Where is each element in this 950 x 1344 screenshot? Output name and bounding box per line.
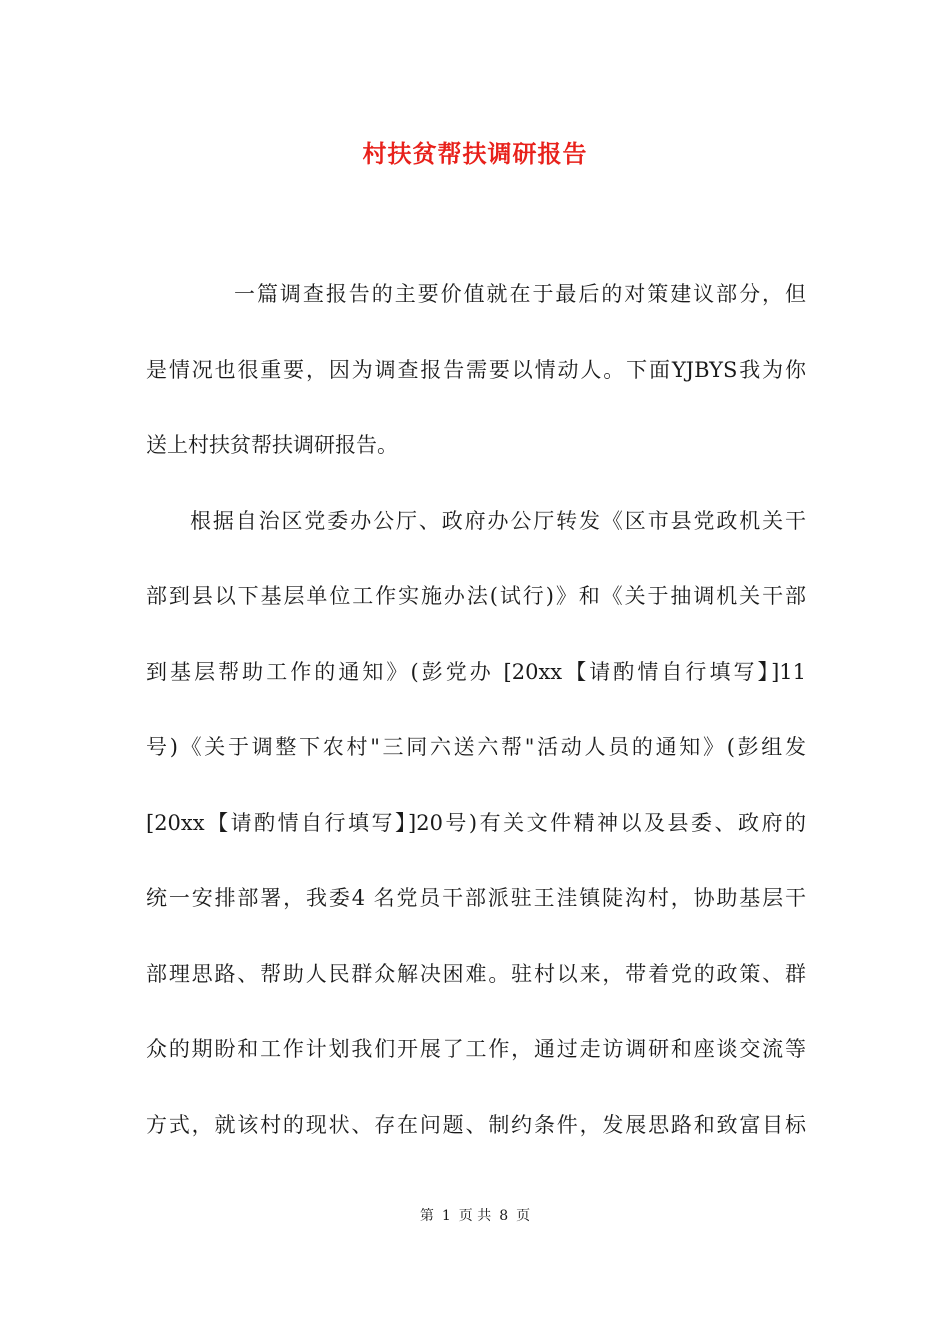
footer-label-suffix: 页 xyxy=(516,1208,531,1224)
body-line: 根据自治区党委办公厅、政府办公厅转发《区市县党政机关干 xyxy=(190,508,806,533)
body-line: 众的期盼和工作计划我们开展了工作，通过走访调研和座谈交流等 xyxy=(146,1037,806,1061)
page-footer xyxy=(0,1206,950,1226)
body-line: 部理思路、帮助人民群众解决困难。驻村以来，带着党的政策、群 xyxy=(146,961,806,986)
footer-label-page: 第 xyxy=(419,1208,434,1224)
body-line: [20xx【请酌情自行填写】]20号)有关文件精神以及县委、政府的 xyxy=(146,810,806,835)
document-title: 村扶贫帮扶调研报告 xyxy=(362,139,588,168)
footer-label-of: 页 共 xyxy=(458,1208,492,1224)
body-line: 部到县以下基层单位工作实施办法(试行)》和《关于抽调机关干部 xyxy=(146,584,806,608)
body-line: 号)《关于调整下农村"三同六送六帮"活动人员的通知》(彭组发 xyxy=(146,735,806,759)
body-line: 是情况也很重要，因为调查报告需要以情动人。下面YJBYS我为你 xyxy=(146,357,806,382)
body-line: 到基层帮助工作的通知》(彭党办 [20xx【请酌情自行填写】]11 xyxy=(146,659,806,684)
body-line: 方式，就该村的现状、存在问题、制约条件，发展思路和致富目标 xyxy=(146,1112,806,1137)
footer-total-pages: 8 xyxy=(499,1208,509,1224)
document-body xyxy=(146,276,806,1182)
body-line: 送上村扶贫帮扶调研报告。 xyxy=(146,433,398,457)
body-line: 统一安排部署，我委4 名党员干部派驻王洼镇陡沟村，协助基层干 xyxy=(146,886,806,910)
footer-current-page: 1 xyxy=(441,1208,451,1224)
body-line: 一篇调查报告的主要价值就在于最后的对策建议部分，但 xyxy=(234,282,806,306)
